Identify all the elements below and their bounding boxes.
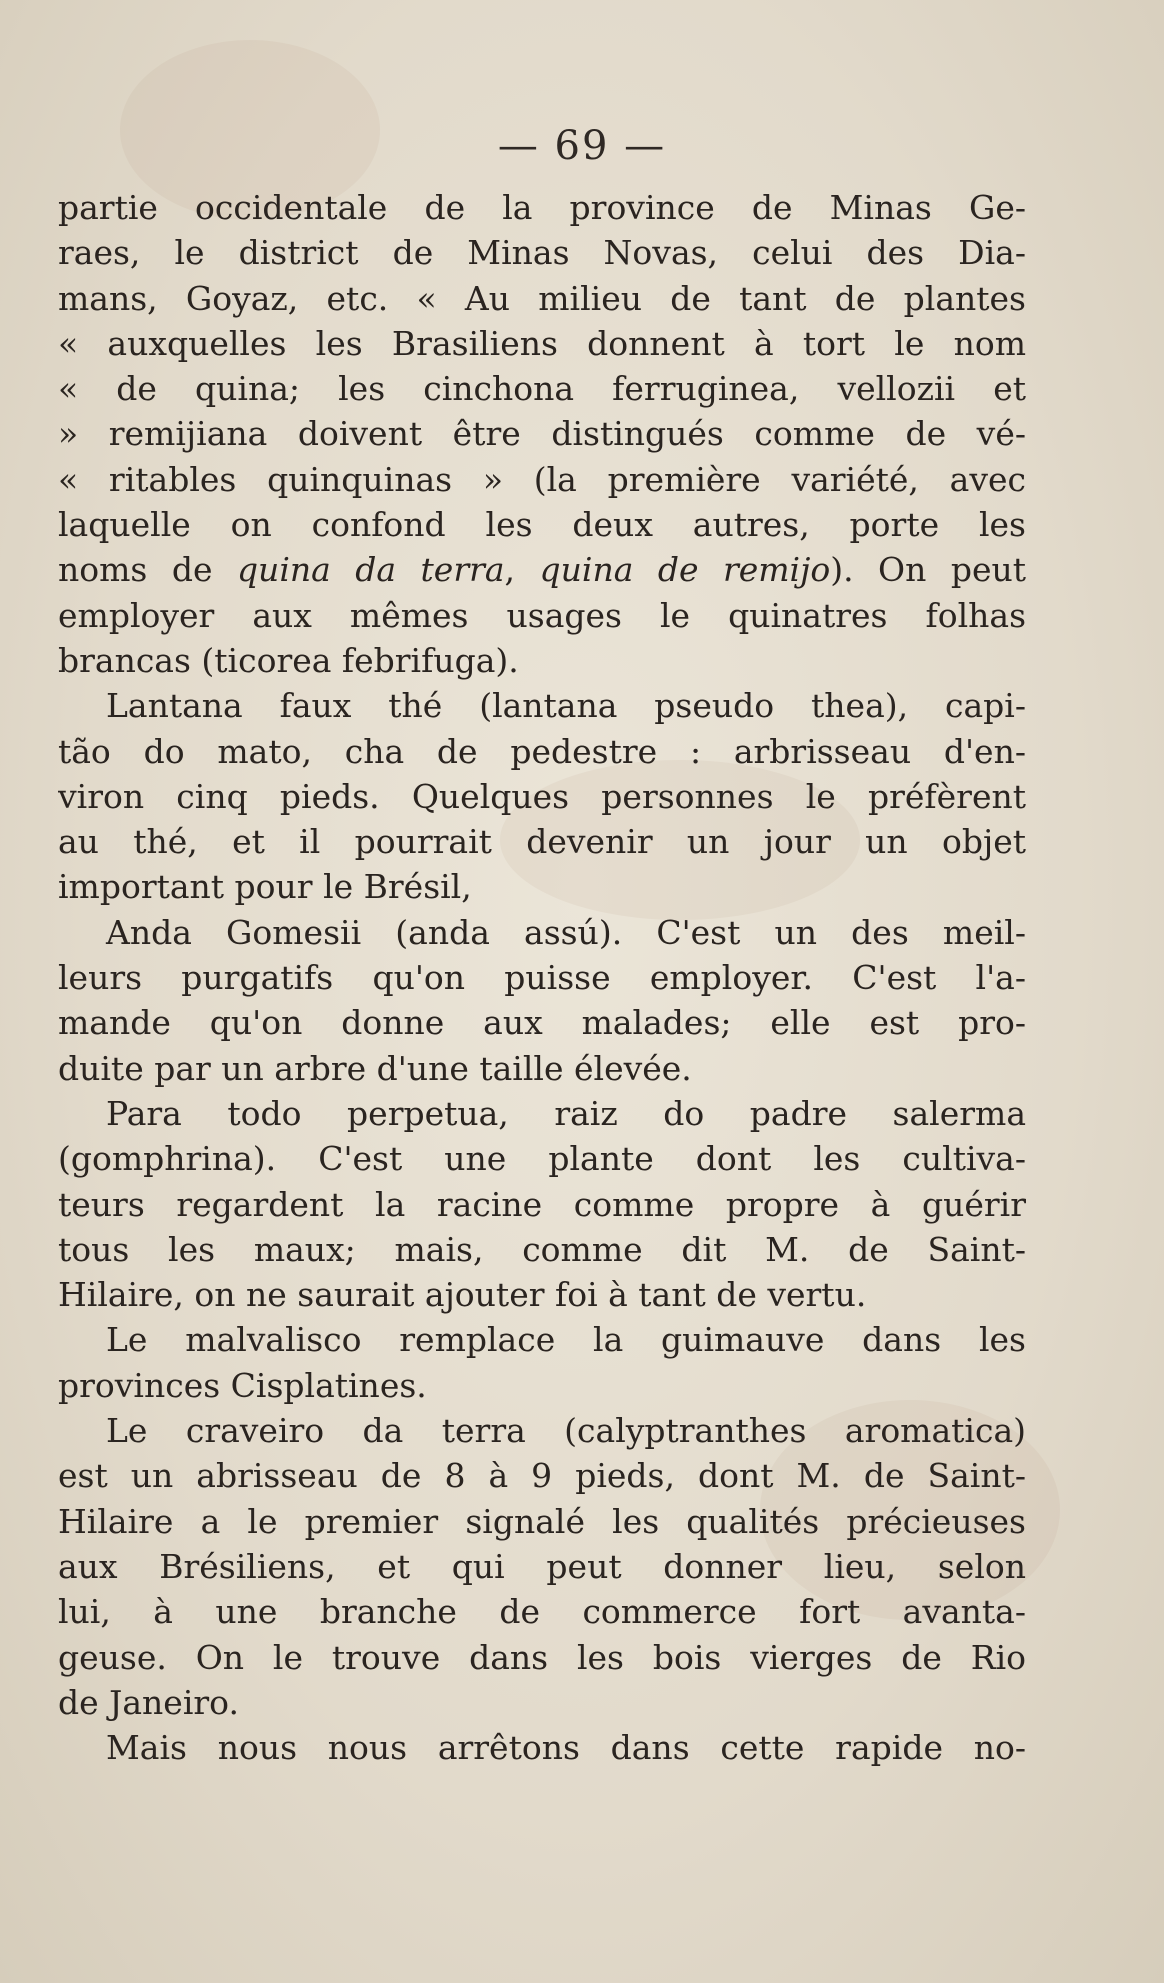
text-line	[58, 1317, 1026, 1362]
text-segment: Mais nous nous arrêtons dans cette rapide no-	[106, 1728, 1026, 1768]
text-segment: Lantana faux thé (lantana pseudo thea), capi-	[106, 686, 1026, 726]
text-segment: ,	[504, 550, 540, 590]
text-segment: raes, le district de Minas Novas, celui des Dia-	[58, 233, 1026, 273]
text-segment: « auxquelles les Brasiliens donnent à tort le nom	[58, 323, 1026, 363]
page-number: — 69 —	[497, 123, 667, 169]
text-segment: leurs purgatifs qu'on puisse employer. C'est l'a-	[58, 958, 1026, 998]
text-segment: mande qu'on donne aux malades; elle est pro-	[58, 1003, 1026, 1043]
text-line	[58, 1000, 1026, 1045]
text-line	[58, 1408, 1026, 1453]
text-segment: tous les maux; mais, comme dit M. de Saint-	[58, 1229, 1026, 1269]
text-line	[58, 1091, 1026, 1136]
text-segment: mans, Goyaz, etc. « Au milieu de tant de plantes	[58, 278, 1026, 318]
text-line	[58, 1453, 1026, 1498]
text-segment: teurs regardent la racine comme propre à guérir	[58, 1184, 1026, 1224]
text-line	[58, 502, 1026, 547]
text-segment: partie occidentale de la province de Minas Ge-	[58, 188, 1026, 227]
text-line	[58, 593, 1026, 638]
text-segment: lui, à une branche de commerce fort avanta-	[58, 1592, 1026, 1632]
text-line	[58, 366, 1026, 411]
text-line	[58, 1680, 1026, 1725]
text-segment: aux Brésiliens, et qui peut donner lieu, selon	[58, 1546, 1026, 1586]
text-segment: important pour le Brésil,	[58, 867, 472, 907]
text-line	[58, 1725, 1026, 1770]
text-segment: Le craveiro da terra (calyptranthes aromatica)	[106, 1411, 1026, 1451]
text-line	[58, 1227, 1026, 1272]
text-line	[58, 547, 1026, 592]
text-line	[58, 411, 1026, 456]
text-line	[58, 910, 1026, 955]
text-line	[58, 1635, 1026, 1680]
text-line	[58, 1182, 1026, 1227]
text-segment: « ritables quinquinas » (la première variété, avec	[58, 459, 1026, 499]
text-segment: » remijiana doivent être distingués comme de vé-	[58, 414, 1026, 454]
italic-text: quina de remijo	[539, 550, 831, 590]
text-segment: au thé, et il pourrait devenir un jour un objet	[58, 822, 1026, 862]
text-segment: (gomphrina). C'est une plante dont les cultiva-	[58, 1139, 1026, 1179]
text-segment: brancas (ticorea febrifuga).	[58, 640, 519, 680]
text-segment: est un abrisseau de 8 à 9 pieds, dont M. de Saint-	[58, 1456, 1026, 1496]
text-line	[58, 1589, 1026, 1634]
text-segment: Hilaire a le premier signalé les qualités précieuses	[58, 1501, 1026, 1541]
text-line	[58, 774, 1026, 819]
text-line	[58, 819, 1026, 864]
text-line	[58, 230, 1026, 275]
text-line	[58, 1046, 1026, 1091]
text-line	[58, 1544, 1026, 1589]
text-line	[58, 638, 1026, 683]
text-line	[58, 955, 1026, 1000]
text-line	[58, 1363, 1026, 1408]
text-segment: noms de	[58, 550, 237, 590]
text-line	[58, 1272, 1026, 1317]
text-segment: tão do mato, cha de pedestre : arbrisseau d'en-	[58, 731, 1026, 771]
text-line	[58, 321, 1026, 366]
text-segment: Para todo perpetua, raiz do padre salerma	[106, 1093, 1026, 1133]
text-segment: Le malvalisco remplace la guimauve dans les	[106, 1320, 1026, 1360]
body-text	[58, 185, 1026, 1770]
italic-text: quina da terra	[236, 550, 505, 590]
text-segment: laquelle on confond les deux autres, porte les	[58, 505, 1026, 545]
text-segment: duite par un arbre d'une taille élevée.	[58, 1048, 692, 1088]
text-line	[58, 1499, 1026, 1544]
text-line	[58, 729, 1026, 774]
text-segment: employer aux mêmes usages le quinatres folhas	[58, 595, 1026, 635]
text-line	[58, 864, 1026, 909]
text-line	[58, 276, 1026, 321]
text-line	[58, 1136, 1026, 1181]
text-segment: ). On peut	[830, 550, 1026, 590]
text-segment: « de quina; les cinchona ferruginea, vellozii et	[58, 369, 1026, 409]
text-segment: de Janeiro.	[58, 1682, 239, 1722]
text-segment: provinces Cisplatines.	[58, 1365, 427, 1405]
text-line	[58, 457, 1026, 502]
text-line	[58, 185, 1026, 230]
text-segment: Anda Gomesii (anda assú). C'est un des meil-	[106, 912, 1026, 952]
text-segment: Hilaire, on ne saurait ajouter foi à tant de vertu.	[58, 1275, 867, 1315]
text-segment: viron cinq pieds. Quelques personnes le préfèrent	[58, 776, 1026, 816]
text-line	[58, 683, 1026, 728]
text-segment: geuse. On le trouve dans les bois vierges de Rio	[58, 1637, 1026, 1677]
